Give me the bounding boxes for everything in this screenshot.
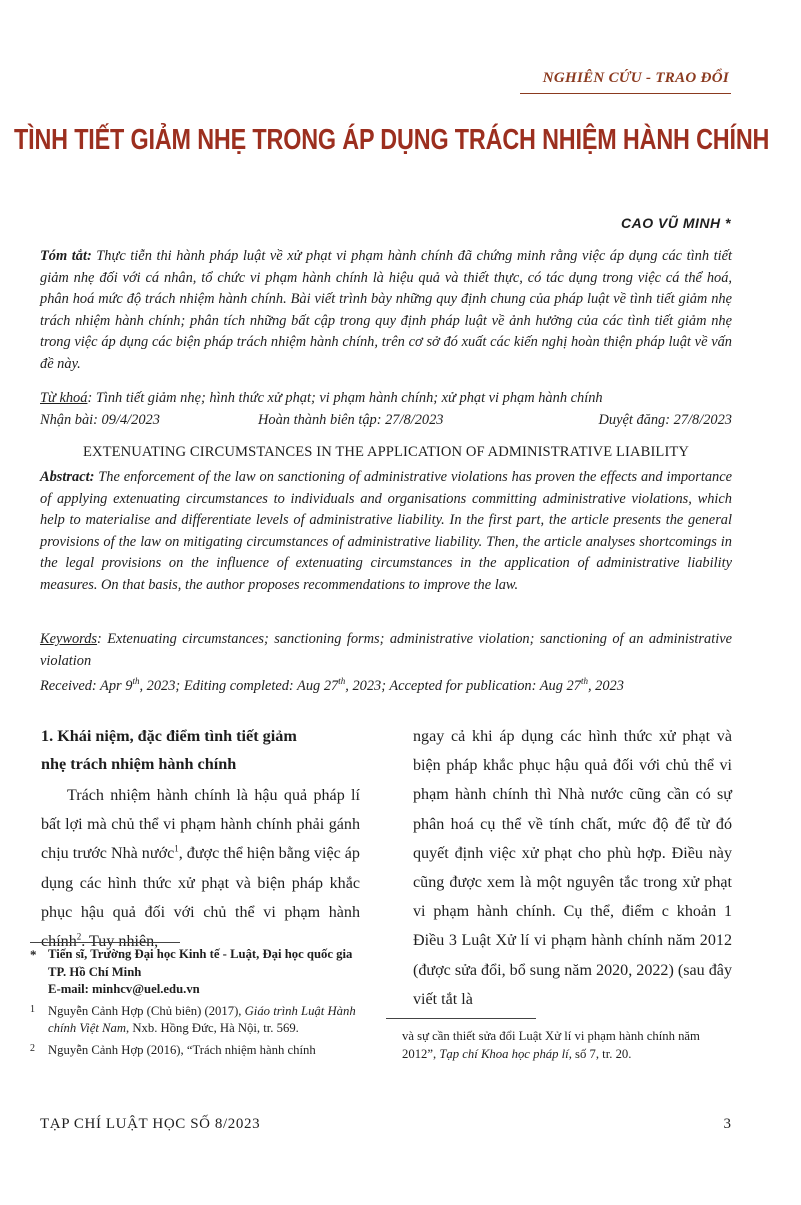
- author-name: CAO VŨ MINH *: [621, 215, 731, 231]
- footnote-2-cont-b: , số 7, tr. 20.: [568, 1046, 632, 1061]
- footnote-2-a: Nguyễn Cảnh Hợp (2016), “Trách nhiệm hành chính: [48, 1042, 316, 1057]
- editing-text: , 2023; Editing completed: Aug 27: [139, 678, 339, 694]
- accepted-sup: th: [580, 676, 588, 687]
- footnote-1-a: Nguyễn Cảnh Hợp (Chủ biên) (2017),: [48, 1003, 245, 1018]
- page-number: 3: [723, 1116, 731, 1132]
- footnote-author: [30, 946, 360, 999]
- paragraph-1-b: , được thể hiện bằng việc áp dụng các hình thức xử phạt và biện pháp khắc phục hậu quả đối với chủ thể vi phạm hành chính: [41, 845, 360, 951]
- abstract-label: Tóm tắt:: [40, 248, 92, 264]
- paragraph-1-c: . Tuy nhiên,: [81, 933, 159, 951]
- edited-date: Hoàn thành biên tập: 27/8/2023: [258, 412, 444, 428]
- footnote-divider-left: [30, 942, 180, 943]
- english-keywords-label: Keywords: [40, 631, 98, 647]
- keywords-text: : Tình tiết giảm nhẹ; hình thức xử phạt; vi phạm hành chính; xử phạt vi phạm hành chính: [87, 390, 603, 406]
- header-rule: [520, 93, 731, 94]
- footnote-2: [30, 1042, 360, 1060]
- english-keywords-text: : Extenuating circumstances; sanctioning forms; administrative violation; sanctioning of an administrative violation: [40, 631, 732, 669]
- paragraph-2: ngay cả khi áp dụng các hình thức xử phạt và biện pháp khắc phục hậu quả đối với chủ thể vi phạm hành chính thì Nhà nước cũng cần có sự phân hoá cụ thể về tính chất, mức độ để từ đó quyết định việc xử phạt cho phù hợp. Điều này cũng được xem là một nguyên tắc trong xử phạt vi phạm hành chính. Cụ thể, điểm c khoản 1 Điều 3 Luật Xử lí vi phạm hành chính năm 2012 (được sửa đổi, bổ sung năm 2020, 2022) (sau đây viết tắt là: [413, 728, 732, 1008]
- footnote-2-continued: [402, 1028, 732, 1063]
- accepted-date: Duyệt đăng: 27/8/2023: [598, 412, 732, 428]
- paragraph-1: [41, 781, 360, 956]
- footnote-2-mark: 2: [30, 1042, 35, 1054]
- footnote-1: [30, 1003, 360, 1038]
- english-title: EXTENUATING CIRCUMSTANCES IN THE APPLICATION OF ADMINISTRATIVE LIABILITY: [82, 444, 690, 460]
- english-dates: [40, 678, 624, 695]
- section-heading-line2: nhẹ trách nhiệm hành chính: [41, 755, 237, 773]
- left-column: [41, 722, 360, 956]
- footnote-ref-1[interactable]: 1: [174, 844, 179, 855]
- english-keywords: [40, 628, 732, 672]
- english-abstract-text: The enforcement of the law on sanctioning of administrative violations has proven the effects and importance of applying extenuating circumstances to individuals and organisations committing administrative violations, which help to materialise and differentiate levels of administrative liability. In the first part, the article presents the general provisions of the law on mitigating circumstances of administrative liability. Then, the article analyses shortcomings in the legal provisions on the influence of extenuating circumstances in the application of administrative liability measures. On that basis, the author proposes recommendations to improve the law.: [40, 469, 732, 593]
- abstract-text: Thực tiễn thi hành pháp luật về xử phạt vi phạm hành chính đã chứng minh rằng việc áp dụng các tình tiết giảm nhẹ đối với cá nhân, tổ chức vi phạm hành chính là hiệu quả và thiết thực, có tác dụng trong việc cá thể hoá, phân hoá mức độ trách nhiệm hành chính. Bài viết trình bày những quy định chung của pháp luật về tình tiết giảm nhẹ trách nhiệm hành chính; phân tích những bất cập trong quy định pháp luật về ảnh hưởng của các tình tiết giảm nhẹ trong việc áp dụng các biện pháp trách nhiệm hành chính, trên cơ sở đó xuất các kiến nghị hoàn thiện pháp luật về vấn đề này.: [40, 248, 732, 372]
- keywords-label: Từ khoá: [40, 390, 88, 406]
- section-header: NGHIÊN CỨU - TRAO ĐỔI: [542, 70, 729, 86]
- section-heading-line1: 1. Khái niệm, đặc điểm tình tiết giảm: [41, 727, 297, 745]
- vietnamese-abstract: [40, 246, 732, 376]
- footnote-1-title: Giáo trình Luật Hành chính Việt Nam: [48, 1003, 356, 1035]
- footnotes-left: [30, 946, 360, 1063]
- journal-footer: TẠP CHÍ LUẬT HỌC SỐ 8/2023: [40, 1116, 261, 1132]
- received-text: Received: Apr 9: [40, 678, 133, 694]
- received-sup: th: [132, 676, 140, 687]
- english-abstract: [40, 467, 732, 597]
- received-date: Nhận bài: 09/4/2023: [40, 412, 160, 428]
- footnote-author-email: E-mail: minhcv@uel.edu.vn: [48, 982, 200, 996]
- editing-sup: th: [338, 676, 346, 687]
- footnote-author-affiliation: Tiến sĩ, Trường Đại học Kinh tế - Luật, Đại học quốc gia TP. Hồ Chí Minh: [48, 947, 353, 979]
- year-text: , 2023: [587, 678, 624, 694]
- footnotes-right: [402, 1028, 732, 1063]
- vietnamese-keywords: [40, 387, 732, 409]
- english-abstract-label: Abstract:: [40, 469, 95, 485]
- footnote-2-journal: Tạp chí Khoa học pháp lí: [439, 1046, 569, 1061]
- footnote-ref-2[interactable]: 2: [76, 931, 82, 942]
- footnote-1-b: , Nxb. Hồng Đức, Hà Nội, tr. 569.: [126, 1021, 299, 1035]
- footnote-2-cont-a: và sự cần thiết sửa đổi Luật Xử lí vi phạm hành chính năm 2012”,: [402, 1029, 700, 1061]
- footnote-divider-right: [386, 1018, 536, 1019]
- article-title: TÌNH TIẾT GIẢM NHẸ TRONG ÁP DỤNG TRÁCH NHIỆM HÀNH CHÍNH: [14, 124, 770, 156]
- accepted-text: , 2023; Accepted for publication: Aug 27: [345, 678, 581, 694]
- footnote-1-mark: 1: [30, 1003, 35, 1015]
- paragraph-1-a: Trách nhiệm hành chính là hậu quả pháp lí bất lợi mà chủ thể vi phạm hành chính phải gánh chịu trước Nhà nước: [41, 787, 360, 863]
- right-column: [413, 722, 732, 1014]
- section-heading: [41, 722, 360, 778]
- footnote-author-mark: *: [30, 947, 37, 962]
